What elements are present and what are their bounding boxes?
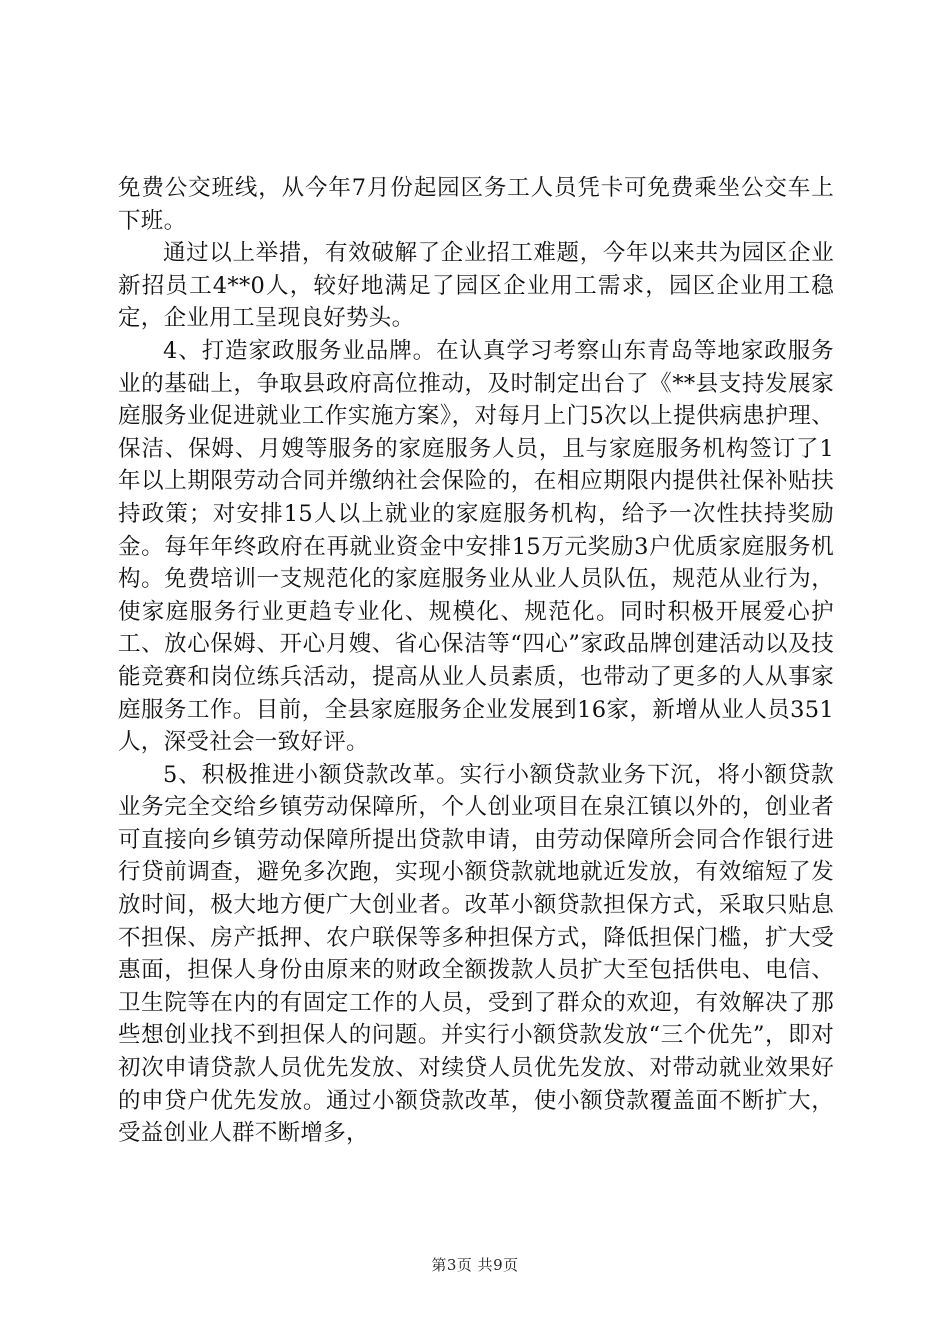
- page-footer: 第3页 共9页: [431, 1256, 519, 1274]
- paragraph-domestic-service-brand: 4、打造家政服务业品牌。在认真学习考察山东青岛等地家政服务业的基础上，争取县政府高位推动，及时制定出台了《**县支持发展家庭服务业促进就业工作实施方案》，对每月上门5次以上提供病患护理、保洁、保姆、月嫂等服务的家庭服务人员，且与家庭服务机构签订了1年以上期限劳动合同并缴纳社会保险的，在相应期限内提供社保补贴扶持政策；对安排15人以上就业的家庭服务机构，给予一次性扶持奖励金。每年年终政府在再就业资金中安排15万元奖励3户优质家庭服务机构。免费培训一支规范化的家庭服务业从业人员队伍，规范从业行为，使家庭服务行业更趋专业化、规模化、规范化。同时积极开展爱心护工、放心保姆、开心月嫂、省心保洁等“四心”家政品牌创建活动以及技能竞赛和岗位练兵活动，提高从业人员素质，也带动了更多的人从事家庭服务工作。目前，全县家庭服务企业发展到16家，新增从业人员351人，深受社会一致好评。: [118, 337, 834, 756]
- paragraph-microloan-reform: 5、积极推进小额贷款改革。实行小额贷款业务下沉，将小额贷款业务完全交给乡镇劳动保障所，个人创业项目在泉江镇以外的，创业者可直接向乡镇劳动保障所提出贷款申请，由劳动保障所会同合作银行进行贷前调查，避免多次跑，实现小额贷款就地就近发放，有效缩短了发放时间，极大地方便广大创业者。改革小额贷款担保方式，采取只贴息不担保、房产抵押、农户联保等多种担保方式，降低担保门槛，扩大受惠面，担保人身份由原来的财政全额拨款人员扩大至包括供电、电信、卫生院等在内的有固定工作的人员，受到了群众的欢迎，有效解决了那些想创业找不到担保人的问题。并实行小额贷款发放“三个优先”，即对初次申请贷款人员优先发放、对续贷人员优先发放、对带动就业效果好的申贷户优先发放。通过小额贷款改革，使小额贷款覆盖面不断扩大，受益创业人群不断增多，: [118, 761, 834, 1147]
- paragraph-recruitment-results: 通过以上举措，有效破解了企业招工难题，今年以来共为园区企业新招员工4**0人，较好地满足了园区企业用工需求，园区企业用工稳定，企业用工呈现良好势头。: [118, 240, 834, 332]
- document-body: [118, 172, 834, 1150]
- paragraph-bus-line: 免费公交班线，从今年7月份起园区务工人员凭卡可免费乘坐公交车上下班。: [118, 175, 834, 234]
